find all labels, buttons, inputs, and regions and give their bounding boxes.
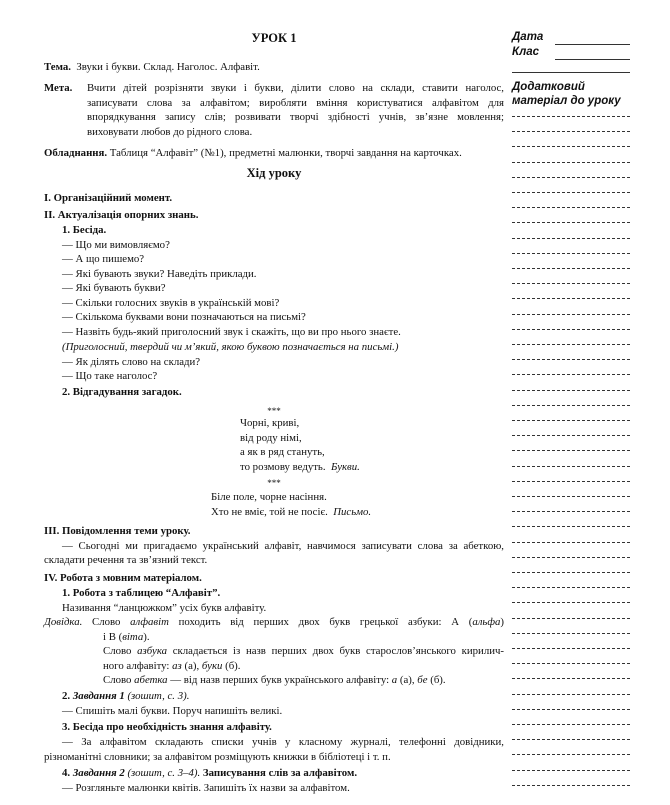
reference-line-3 <box>103 644 504 659</box>
question-5: — Скільки голосних звуків в українській мові? <box>62 296 280 309</box>
ref3f: бе <box>417 674 428 686</box>
reference-label: Довідка. <box>44 616 83 628</box>
ref1c: походить від перших двох букв грецької азбуки: А ( <box>178 616 473 628</box>
note-line <box>512 557 630 558</box>
question-9: — Що таке наголос? <box>62 370 158 382</box>
extra-material-title-1: Додатковий <box>512 81 585 93</box>
date-label: Дата <box>512 31 544 43</box>
section-2-2 <box>62 385 182 400</box>
answer-note <box>62 340 398 355</box>
reference-line-5 <box>103 673 446 688</box>
course-title: Хід уроку <box>246 166 302 180</box>
note-line <box>512 466 630 467</box>
section-4-1-text: 1. Робота з таблицею “Алфавіт”. <box>62 587 221 599</box>
s4_4a: 4. <box>62 767 71 779</box>
ref3e: (а), <box>399 674 415 686</box>
ref1d: альфа <box>472 616 501 628</box>
section-2-2-text: 2. Відгадування загадок. <box>62 386 182 398</box>
note-line <box>512 511 630 512</box>
s4_4d: Записування слів за алфавітом. <box>202 767 358 779</box>
class-label: Клас <box>512 46 540 58</box>
riddle-1-line-3: а як в ряд стануть, <box>240 446 325 458</box>
note-line <box>512 572 630 573</box>
note-line <box>512 390 630 391</box>
ref1a: Слово <box>92 616 121 628</box>
ref2f: (а), <box>184 659 200 672</box>
note-line <box>512 298 630 299</box>
reference-line-4 <box>103 659 240 674</box>
note-line <box>512 770 630 771</box>
section-4 <box>44 571 202 586</box>
s4_4c: (зошит, с. 3–4). <box>127 767 201 779</box>
ref1f: і В ( <box>103 630 123 643</box>
ref1h: ). <box>143 630 150 643</box>
riddle-1-line-4-text: то розмову ведуть. <box>240 460 326 473</box>
ref2d: ного алфавіту: <box>103 659 170 672</box>
note-line <box>512 694 630 695</box>
reference-line-2 <box>103 630 150 645</box>
note-line <box>512 283 630 284</box>
riddle-1-line-2: від роду німі, <box>240 431 302 444</box>
header-underline <box>512 72 630 73</box>
section-2-1-text: 1. Бесіда. <box>62 224 107 236</box>
ref2b: азбука <box>137 645 168 657</box>
section-4-2-text-line: — Спишіть малі букви. Поруч напишіть великі. <box>62 704 283 717</box>
riddle-2-line-1: Біле поле, чорне насіння. <box>211 491 327 503</box>
riddle-1-line-1: Чорні, криві, <box>240 417 300 429</box>
note-line <box>512 207 630 208</box>
extra-material-title-2: матеріал до уроку <box>512 95 621 107</box>
question-1: — Що ми вимовляємо? <box>62 238 170 251</box>
note-line <box>512 633 630 634</box>
note-line <box>512 602 630 603</box>
section-4-3 <box>62 720 272 735</box>
note-line <box>512 709 630 710</box>
ref3c: — від назв перших букв українського алфавіту: <box>170 674 390 686</box>
section-2-text: II. Актуалізація опорних знань. <box>44 209 199 221</box>
note-line <box>512 754 630 755</box>
note-line <box>512 146 630 147</box>
question-7: — Назвіть будь-який приголосний звук і скажіть, що ви про нього знаєте. <box>62 325 401 338</box>
riddle-2-line-2-text: Хто не вміє, той не посіє. <box>211 505 328 518</box>
section-3 <box>44 524 190 539</box>
section-1-text: I. Організаційний момент. <box>44 192 173 204</box>
question-4: — Які бувають букви? <box>62 282 166 294</box>
ref2e: аз <box>172 659 182 672</box>
riddle-1-line-4 <box>240 460 360 475</box>
note-line <box>512 496 630 497</box>
s4_4b: Завдання 2 <box>72 767 125 779</box>
s4_2c: (зошит, с. 3). <box>127 690 190 702</box>
note-line <box>512 329 630 330</box>
ref1b: алфавіт <box>130 616 169 628</box>
riddle-2-answer: Письмо. <box>333 505 372 518</box>
date-field[interactable] <box>555 44 630 45</box>
note-line <box>512 526 630 527</box>
goal-label <box>44 81 72 96</box>
note-line <box>512 785 630 786</box>
section-4-text: IV. Робота з мовним матеріалом. <box>44 572 202 584</box>
section-4-1-text-line: Називання “ланцюжком” усіх букв алфавіту. <box>62 601 267 614</box>
goal-line-4: виховувати любов до рідного слова. <box>87 125 253 138</box>
ref3b: абетка <box>134 674 168 686</box>
s4_2b: Завдання 1 <box>72 690 125 702</box>
theme-text: Звуки і букви. Склад. Наголос. Алфавіт. <box>76 61 260 73</box>
note-line <box>512 314 630 315</box>
note-line <box>512 420 630 421</box>
note-line <box>512 481 630 482</box>
goal-label-text: Мета. <box>44 82 73 94</box>
ref2g: буки <box>201 659 223 672</box>
note-line <box>512 648 630 649</box>
section-4-3-line-2: різноманітні словники; за алфавітом розміщують книжки в бібліотеці і т. п. <box>44 750 391 763</box>
section-3-line-2: складати речення та зв’язний текст. <box>44 554 208 566</box>
note-line <box>512 435 630 436</box>
equipment-label: Обладнання. <box>44 147 108 159</box>
riddle-1-answer: Букви. <box>330 460 360 473</box>
section-1 <box>44 191 172 206</box>
ref1e: ) <box>500 616 505 628</box>
section-4-3-text: 3. Бесіда про необхідність знання алфавіту. <box>62 721 272 733</box>
note-line <box>512 739 630 740</box>
equipment-line <box>44 146 462 161</box>
stars-2: *** <box>267 478 281 488</box>
ref2c: складається із назв перших двох букв старослов’янського кирилич- <box>172 645 505 657</box>
s4_2a: 2. <box>62 690 71 702</box>
note-line <box>512 177 630 178</box>
note-line <box>512 724 630 725</box>
note-line <box>512 405 630 406</box>
section-4-2 <box>62 689 189 704</box>
note-line <box>512 253 630 254</box>
note-line <box>512 131 630 132</box>
class-field[interactable] <box>555 59 630 60</box>
question-3: — Які бувають звуки? Наведіть приклади. <box>62 267 257 280</box>
section-4-1 <box>62 586 220 601</box>
lesson-title: УРОК 1 <box>251 31 297 45</box>
note-line <box>512 192 630 193</box>
riddle-2-line-2 <box>211 505 371 520</box>
section-2-1 <box>62 223 106 238</box>
section-3-line-1: — Сьогодні ми пригадаємо український алфавіт, навчимося записувати слова за абеткою, <box>62 539 504 552</box>
note-line <box>512 162 630 163</box>
section-3-text: III. Повідомлення теми уроку. <box>44 525 191 537</box>
question-2: — А що пишемо? <box>62 253 145 265</box>
note-line <box>512 222 630 223</box>
ref2a: Слово <box>103 645 132 657</box>
goal-line-2: записувати слова за алфавітом; виробляти вміння користуватися алфавітом для <box>87 96 504 109</box>
goal-line-1: Вчити дітей розрізняти звуки і букви, ділити слово на склади, ставити наголос, <box>87 82 504 94</box>
note-line <box>512 618 630 619</box>
note-line <box>512 374 630 375</box>
section-2 <box>44 208 198 223</box>
question-8: — Як ділять слово на склади? <box>62 355 201 368</box>
theme-label: Тема. <box>44 61 71 73</box>
note-line <box>512 116 630 117</box>
question-6: — Скількома буквами вони позначаються на письмі? <box>62 311 306 323</box>
reference-line-1 <box>44 615 504 630</box>
section-4-3-line-1: — За алфавітом складають списки учнів у класному журналі, телефонні довідники, <box>62 736 504 748</box>
note-line <box>512 359 630 360</box>
note-line <box>512 450 630 451</box>
note-line <box>512 542 630 543</box>
ref3d: а <box>391 674 398 686</box>
note-line <box>512 678 630 679</box>
stars-1: *** <box>267 406 281 416</box>
section-4-4 <box>62 766 357 781</box>
ref3g: (б). <box>430 674 446 686</box>
theme-line <box>44 60 260 75</box>
note-line <box>512 587 630 588</box>
ref1g: віта <box>122 630 144 643</box>
ref3a: Слово <box>103 674 132 686</box>
section-4-4-text-line: — Розгляньте малюнки квітів. Запишіть їх назви за алфавітом. <box>62 781 350 794</box>
note-line <box>512 663 630 664</box>
ref2h: (б). <box>225 659 241 672</box>
goal-line-3: впорядкування запису слів; розвивати творчі здібності учнів, зв’язне мовлення; <box>87 111 504 123</box>
note-line <box>512 344 630 345</box>
answer-note-text: (Приголосний, твердий чи м’який, якою буквою позначається на письмі.) <box>62 341 399 353</box>
note-line <box>512 268 630 269</box>
equipment-text: Таблиця “Алфавіт” (№1), предметні малюнки, творчі завдання на карточках. <box>109 147 462 159</box>
note-line <box>512 238 630 239</box>
